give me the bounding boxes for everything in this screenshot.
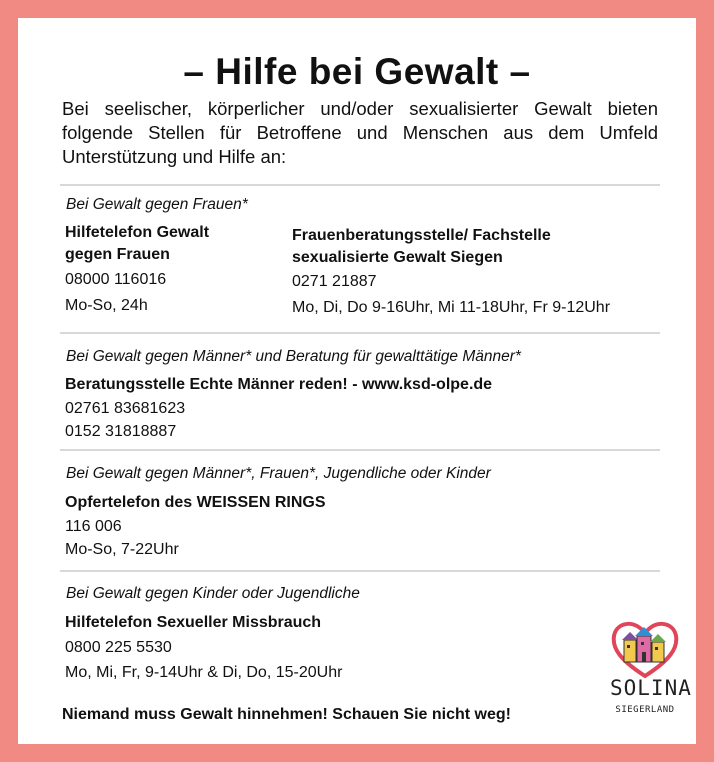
divider <box>60 570 660 572</box>
category-men: Bei Gewalt gegen Männer* und Beratung für gewalttätige Männer* <box>66 348 521 365</box>
entry-frauenberatung-phone: 0271 21887 <box>292 273 377 290</box>
entry-weisser-ring-phone: 116 006 <box>65 518 122 535</box>
intro-text: Bei seelischer, körperlicher und/oder sexualisierter Gewalt bieten folgende Stellen für Betroffene und Menschen aus dem Umfeld Unterstützung und Hilfe an: <box>62 98 658 167</box>
category-children: Bei Gewalt gegen Kinder oder Jugendliche <box>66 585 360 602</box>
footer-slogan: Niemand muss Gewalt hinnehmen! Schauen Sie nicht weg! <box>62 706 511 723</box>
solina-logo <box>610 618 692 730</box>
entry-weisser-ring-hours: Mo-So, 7-22Uhr <box>65 541 179 558</box>
entry-missbrauch-name: Hilfetelefon Sexueller Missbrauch <box>65 614 322 631</box>
divider <box>60 184 660 186</box>
category-all: Bei Gewalt gegen Männer*, Frauen*, Jugendliche oder Kinder <box>66 465 491 482</box>
logo-subtitle: SIEGERLAND <box>615 705 675 715</box>
divider <box>60 332 660 334</box>
entry-hilfetelefon-hours: Mo-So, 24h <box>65 297 148 314</box>
info-card <box>18 18 696 744</box>
entry-weisser-ring-name: Opfertelefon des WEISSEN RINGS <box>65 494 326 511</box>
entry-frauenberatung-name-2: sexualisierte Gewalt Siegen <box>292 249 503 266</box>
logo-name: SOLINA <box>610 676 692 700</box>
category-women: Bei Gewalt gegen Frauen* <box>66 196 248 213</box>
entry-echte-maenner-name: Beratungsstelle Echte Männer reden! - www.ksd-olpe.de <box>65 376 493 393</box>
entry-hilfetelefon-phone: 08000 116016 <box>65 271 167 288</box>
divider <box>60 449 660 451</box>
entry-echte-maenner-phone-2: 0152 31818887 <box>65 423 177 440</box>
entry-hilfetelefon-name-1: Hilfetelefon Gewalt <box>65 224 210 241</box>
entry-frauenberatung-hours: Mo, Di, Do 9-16Uhr, Mi 11-18Uhr, Fr 9-12Uhr <box>292 299 611 316</box>
page-title: – Hilfe bei Gewalt – <box>183 51 531 92</box>
entry-missbrauch-hours: Mo, Mi, Fr, 9-14Uhr & Di, Do, 15-20Uhr <box>65 664 343 681</box>
entry-echte-maenner-phone-1: 02761 83681623 <box>65 400 186 417</box>
entry-hilfetelefon-name-2: gegen Frauen <box>65 246 170 263</box>
entry-frauenberatung-name-1: Frauenberatungsstelle/ Fachstelle <box>292 227 551 244</box>
entry-missbrauch-phone: 0800 225 5530 <box>65 639 172 656</box>
